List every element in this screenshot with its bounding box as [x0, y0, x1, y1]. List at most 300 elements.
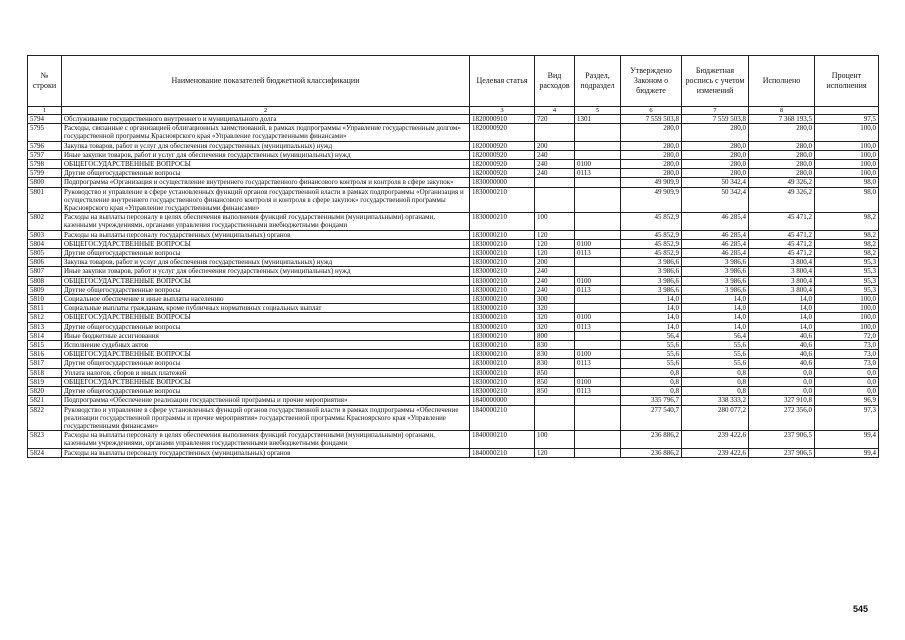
- section-cell: 0113: [575, 322, 621, 331]
- approved-amount-cell: 335 796,7: [621, 396, 682, 405]
- percent-cell: 98,2: [815, 239, 879, 248]
- indicator-name-cell: Расходы на выплаты персоналу в целях обеспечения выполнения функций государственными (муниципальными) органами, казенными учреждениями, органами управления государственными внебюджетными фондами: [62, 213, 470, 230]
- target-article-cell: 1840000000: [470, 396, 535, 405]
- target-article-cell: 1840000210: [470, 431, 535, 448]
- percent-cell: 98,0: [815, 178, 879, 187]
- indicator-name-cell: Подпрограмма «Обеспечение реализации государственной программы и прочие мероприятия»: [62, 396, 470, 405]
- table-row: [28, 350, 879, 359]
- schedule-amount-cell: 55,6: [682, 341, 749, 350]
- section-cell: [575, 150, 621, 159]
- executed-amount-cell: 0,0: [749, 387, 815, 396]
- percent-cell: 100,0: [815, 124, 879, 141]
- executed-amount-cell: 14,0: [749, 295, 815, 304]
- executed-amount-cell: 14,0: [749, 322, 815, 331]
- executed-amount-cell: 3 800,4: [749, 267, 815, 276]
- executed-amount-cell: 280,0: [749, 160, 815, 169]
- percent-cell: 100,0: [815, 150, 879, 159]
- schedule-amount-cell: 3 986,6: [682, 267, 749, 276]
- table-row: [28, 276, 879, 285]
- executed-amount-cell: 3 800,4: [749, 276, 815, 285]
- column-numbers-row: [28, 107, 879, 115]
- percent-cell: 95,3: [815, 258, 879, 267]
- column-number: 6: [621, 107, 682, 115]
- approved-amount-cell: 280,0: [621, 124, 682, 141]
- approved-amount-cell: 55,6: [621, 359, 682, 368]
- row-number-cell: 5799: [28, 169, 62, 178]
- row-number-cell: 5811: [28, 304, 62, 313]
- expense-type-cell: 850: [535, 387, 575, 396]
- section-cell: [575, 124, 621, 141]
- percent-cell: 98,2: [815, 230, 879, 239]
- section-cell: [575, 368, 621, 377]
- header-row-number: № строки: [28, 56, 62, 107]
- table-row: [28, 387, 879, 396]
- percent-cell: 100,0: [815, 160, 879, 169]
- row-number-cell: 5814: [28, 331, 62, 340]
- executed-amount-cell: 0,0: [749, 377, 815, 386]
- header-executed: Исполнено: [749, 56, 815, 107]
- expense-type-cell: 240: [535, 276, 575, 285]
- approved-amount-cell: 14,0: [621, 304, 682, 313]
- expense-type-cell: 830: [535, 350, 575, 359]
- section-cell: [575, 448, 621, 457]
- executed-amount-cell: 14,0: [749, 313, 815, 322]
- section-cell: [575, 258, 621, 267]
- executed-amount-cell: 280,0: [749, 124, 815, 141]
- header-target-article: Целевая статья: [470, 56, 535, 107]
- schedule-amount-cell: 55,6: [682, 359, 749, 368]
- table-row: [28, 377, 879, 386]
- table-row: [28, 187, 879, 213]
- table-row: [28, 150, 879, 159]
- approved-amount-cell: 45 852,9: [621, 230, 682, 239]
- expense-type-cell: 100: [535, 431, 575, 448]
- schedule-amount-cell: 0,8: [682, 387, 749, 396]
- percent-cell: 95,3: [815, 285, 879, 294]
- schedule-amount-cell: 338 333,2: [682, 396, 749, 405]
- schedule-amount-cell: 50 342,4: [682, 187, 749, 213]
- approved-amount-cell: 14,0: [621, 322, 682, 331]
- row-number-cell: 5794: [28, 115, 62, 124]
- schedule-amount-cell: 14,0: [682, 304, 749, 313]
- indicator-name-cell: ОБЩЕГОСУДАРСТВЕННЫЕ ВОПРОСЫ: [62, 313, 470, 322]
- schedule-amount-cell: 280 077,2: [682, 405, 749, 431]
- target-article-cell: 1820000910: [470, 115, 535, 124]
- approved-amount-cell: 3 986,6: [621, 276, 682, 285]
- target-article-cell: 1830000210: [470, 285, 535, 294]
- approved-amount-cell: 45 852,9: [621, 249, 682, 258]
- percent-cell: 72,0: [815, 331, 879, 340]
- approved-amount-cell: 277 540,7: [621, 405, 682, 431]
- approved-amount-cell: 49 909,9: [621, 178, 682, 187]
- section-cell: 0113: [575, 249, 621, 258]
- table-row: [28, 124, 879, 141]
- row-number-cell: 5800: [28, 178, 62, 187]
- target-article-cell: 1840000210: [470, 405, 535, 431]
- row-number-cell: 5803: [28, 230, 62, 239]
- table-row: [28, 160, 879, 169]
- executed-amount-cell: 3 800,4: [749, 285, 815, 294]
- executed-amount-cell: 14,0: [749, 304, 815, 313]
- row-number-cell: 5809: [28, 285, 62, 294]
- indicator-name-cell: Другие общегосударственные вопросы: [62, 322, 470, 331]
- column-number: 3: [470, 107, 535, 115]
- target-article-cell: 1830000210: [470, 267, 535, 276]
- schedule-amount-cell: 56,4: [682, 331, 749, 340]
- approved-amount-cell: 3 986,6: [621, 285, 682, 294]
- approved-amount-cell: 280,0: [621, 160, 682, 169]
- percent-cell: 100,0: [815, 322, 879, 331]
- target-article-cell: 1820000920: [470, 169, 535, 178]
- executed-amount-cell: 280,0: [749, 150, 815, 159]
- indicator-name-cell: Иные закупки товаров, работ и услуг для обеспечения государственных (муниципальных) нужд: [62, 150, 470, 159]
- section-cell: [575, 405, 621, 431]
- schedule-amount-cell: 280,0: [682, 141, 749, 150]
- table-row: [28, 431, 879, 448]
- expense-type-cell: 240: [535, 285, 575, 294]
- section-cell: [575, 295, 621, 304]
- approved-amount-cell: 280,0: [621, 150, 682, 159]
- indicator-name-cell: Уплата налогов, сборов и иных платежей: [62, 368, 470, 377]
- percent-cell: 99,4: [815, 448, 879, 457]
- row-number-cell: 5808: [28, 276, 62, 285]
- table-row: [28, 313, 879, 322]
- table-row: [28, 448, 879, 457]
- approved-amount-cell: 45 852,9: [621, 239, 682, 248]
- table-row: [28, 359, 879, 368]
- table-row: [28, 396, 879, 405]
- target-article-cell: 1820000920: [470, 124, 535, 141]
- target-article-cell: 1830000210: [470, 239, 535, 248]
- header-percent: Процент исполнения: [815, 56, 879, 107]
- target-article-cell: 1830000210: [470, 295, 535, 304]
- indicator-name-cell: ОБЩЕГОСУДАРСТВЕННЫЕ ВОПРОСЫ: [62, 350, 470, 359]
- row-number-cell: 5806: [28, 258, 62, 267]
- executed-amount-cell: 45 471,2: [749, 249, 815, 258]
- row-number-cell: 5818: [28, 368, 62, 377]
- row-number-cell: 5820: [28, 387, 62, 396]
- executed-amount-cell: 40,6: [749, 350, 815, 359]
- section-cell: [575, 304, 621, 313]
- expense-type-cell: 240: [535, 160, 575, 169]
- indicator-name-cell: Расходы, связанные с организацией облигационных заимствований, в рамках подпрограммы «Управление государственным долгом» государственной программы Красноярского края «Управление государственными финансами»: [62, 124, 470, 141]
- executed-amount-cell: 3 800,4: [749, 258, 815, 267]
- percent-cell: 100,0: [815, 141, 879, 150]
- table-row: [28, 331, 879, 340]
- percent-cell: 97,3: [815, 405, 879, 431]
- expense-type-cell: 850: [535, 377, 575, 386]
- table-row: [28, 304, 879, 313]
- schedule-amount-cell: 0,8: [682, 377, 749, 386]
- header-section: Раздел, подраздел: [575, 56, 621, 107]
- expense-type-cell: 300: [535, 295, 575, 304]
- expense-type-cell: [535, 187, 575, 213]
- executed-amount-cell: 45 471,2: [749, 239, 815, 248]
- table-row: [28, 230, 879, 239]
- section-cell: [575, 431, 621, 448]
- expense-type-cell: [535, 178, 575, 187]
- target-article-cell: 1830000210: [470, 276, 535, 285]
- schedule-amount-cell: 14,0: [682, 313, 749, 322]
- target-article-cell: 1830000210: [470, 249, 535, 258]
- executed-amount-cell: 7 368 193,5: [749, 115, 815, 124]
- section-cell: [575, 341, 621, 350]
- schedule-amount-cell: 14,0: [682, 295, 749, 304]
- schedule-amount-cell: 3 986,6: [682, 258, 749, 267]
- table-row: [28, 341, 879, 350]
- executed-amount-cell: 280,0: [749, 169, 815, 178]
- section-cell: [575, 178, 621, 187]
- indicator-name-cell: Другие общегосударственные вопросы: [62, 387, 470, 396]
- row-number-cell: 5797: [28, 150, 62, 159]
- schedule-amount-cell: 14,0: [682, 322, 749, 331]
- schedule-amount-cell: 239 422,6: [682, 431, 749, 448]
- expense-type-cell: 200: [535, 141, 575, 150]
- indicator-name-cell: Руководство и управление в сфере установленных функций органов государственной власти в рамках подпрограммы «Обеспечение реализации государственной программы и прочие мероприятия» государственной программы Красноярского края «Управление государственными финансами»: [62, 405, 470, 431]
- schedule-amount-cell: 3 986,6: [682, 285, 749, 294]
- indicator-name-cell: Другие общегосударственные вопросы: [62, 169, 470, 178]
- section-cell: 0100: [575, 377, 621, 386]
- target-article-cell: 1840000210: [470, 448, 535, 457]
- indicator-name-cell: Исполнение судебных актов: [62, 341, 470, 350]
- target-article-cell: 1830000210: [470, 313, 535, 322]
- approved-amount-cell: 56,4: [621, 331, 682, 340]
- executed-amount-cell: 237 906,5: [749, 431, 815, 448]
- expense-type-cell: 120: [535, 448, 575, 457]
- indicator-name-cell: ОБЩЕГОСУДАРСТВЕННЫЕ ВОПРОСЫ: [62, 239, 470, 248]
- row-number-cell: 5807: [28, 267, 62, 276]
- row-number-cell: 5815: [28, 341, 62, 350]
- percent-cell: 73,0: [815, 341, 879, 350]
- section-cell: [575, 331, 621, 340]
- table-row: [28, 169, 879, 178]
- approved-amount-cell: 49 909,9: [621, 187, 682, 213]
- schedule-amount-cell: 280,0: [682, 124, 749, 141]
- expense-type-cell: [535, 396, 575, 405]
- table-row: [28, 249, 879, 258]
- target-article-cell: 1830000210: [470, 258, 535, 267]
- indicator-name-cell: Обслуживание государственного внутреннего и муниципального долга: [62, 115, 470, 124]
- row-number-cell: 5810: [28, 295, 62, 304]
- schedule-amount-cell: 55,6: [682, 350, 749, 359]
- column-number: 7: [682, 107, 749, 115]
- approved-amount-cell: 45 852,9: [621, 213, 682, 230]
- schedule-amount-cell: 46 285,4: [682, 239, 749, 248]
- percent-cell: 73,0: [815, 350, 879, 359]
- target-article-cell: 1830000210: [470, 350, 535, 359]
- indicator-name-cell: Социальные выплаты гражданам, кроме публичных нормативных социальных выплат: [62, 304, 470, 313]
- row-number-cell: 5812: [28, 313, 62, 322]
- column-number: 2: [62, 107, 470, 115]
- percent-cell: 0,0: [815, 377, 879, 386]
- percent-cell: 98,0: [815, 187, 879, 213]
- executed-amount-cell: 40,6: [749, 331, 815, 340]
- indicator-name-cell: Другие общегосударственные вопросы: [62, 285, 470, 294]
- indicator-name-cell: Другие общегосударственные вопросы: [62, 249, 470, 258]
- approved-amount-cell: 0,8: [621, 387, 682, 396]
- target-article-cell: 1830000210: [470, 213, 535, 230]
- row-number-cell: 5813: [28, 322, 62, 331]
- schedule-amount-cell: 280,0: [682, 169, 749, 178]
- row-number-cell: 5819: [28, 377, 62, 386]
- expense-type-cell: 200: [535, 258, 575, 267]
- table-row: [28, 239, 879, 248]
- row-number-cell: 5805: [28, 249, 62, 258]
- executed-amount-cell: 280,0: [749, 141, 815, 150]
- schedule-amount-cell: 280,0: [682, 150, 749, 159]
- approved-amount-cell: 280,0: [621, 169, 682, 178]
- executed-amount-cell: 327 910,8: [749, 396, 815, 405]
- column-number: 4: [535, 107, 575, 115]
- target-article-cell: 1830000210: [470, 368, 535, 377]
- indicator-name-cell: Руководство и управление в сфере установленных функций органов государственной власти в рамках подпрограммы «Организация и осуществление внутреннего государственного финансового контроля и контроля в сфере закупок» государственной программы Красноярского края «Управление государственными финансами»: [62, 187, 470, 213]
- header-budget-schedule: Бюджетная роспись с учетом изменений: [682, 56, 749, 107]
- target-article-cell: 1830000210: [470, 322, 535, 331]
- table-row: [28, 295, 879, 304]
- target-article-cell: 1820000920: [470, 141, 535, 150]
- target-article-cell: 1830000210: [470, 387, 535, 396]
- percent-cell: 100,0: [815, 313, 879, 322]
- section-cell: 1301: [575, 115, 621, 124]
- percent-cell: 97,5: [815, 115, 879, 124]
- schedule-amount-cell: 239 422,6: [682, 448, 749, 457]
- indicator-name-cell: Иные закупки товаров, работ и услуг для обеспечения государственных (муниципальных) нужд: [62, 267, 470, 276]
- indicator-name-cell: Иные бюджетные ассигнования: [62, 331, 470, 340]
- executed-amount-cell: 45 471,2: [749, 230, 815, 239]
- expense-type-cell: 120: [535, 249, 575, 258]
- expense-type-cell: 100: [535, 213, 575, 230]
- approved-amount-cell: 3 986,6: [621, 267, 682, 276]
- approved-amount-cell: 14,0: [621, 313, 682, 322]
- indicator-name-cell: Закупка товаров, работ и услуг для обеспечения государственных (муниципальных) нужд: [62, 141, 470, 150]
- indicator-name-cell: Закупка товаров, работ и услуг для обеспечения государственных (муниципальных) нужд: [62, 258, 470, 267]
- target-article-cell: 1820000920: [470, 150, 535, 159]
- percent-cell: 0,0: [815, 368, 879, 377]
- executed-amount-cell: 237 906,5: [749, 448, 815, 457]
- table-row: [28, 267, 879, 276]
- expense-type-cell: 830: [535, 359, 575, 368]
- row-number-cell: 5796: [28, 141, 62, 150]
- target-article-cell: 1830000000: [470, 178, 535, 187]
- table-row: [28, 285, 879, 294]
- column-number: [815, 107, 879, 115]
- schedule-amount-cell: 0,8: [682, 368, 749, 377]
- row-number-cell: 5795: [28, 124, 62, 141]
- column-number: 5: [575, 107, 621, 115]
- indicator-name-cell: Социальное обеспечение и иные выплаты населению: [62, 295, 470, 304]
- percent-cell: 100,0: [815, 169, 879, 178]
- row-number-cell: 5817: [28, 359, 62, 368]
- executed-amount-cell: 40,6: [749, 341, 815, 350]
- executed-amount-cell: 45 471,2: [749, 213, 815, 230]
- indicator-name-cell: Другие общегосударственные вопросы: [62, 359, 470, 368]
- table-row: [28, 115, 879, 124]
- expense-type-cell: 240: [535, 169, 575, 178]
- section-cell: 0100: [575, 276, 621, 285]
- expense-type-cell: 320: [535, 322, 575, 331]
- section-cell: 0100: [575, 239, 621, 248]
- row-number-cell: 5798: [28, 160, 62, 169]
- executed-amount-cell: 49 326,2: [749, 187, 815, 213]
- approved-amount-cell: 55,6: [621, 350, 682, 359]
- schedule-amount-cell: 7 559 503,8: [682, 115, 749, 124]
- percent-cell: 100,0: [815, 295, 879, 304]
- expense-type-cell: 800: [535, 331, 575, 340]
- percent-cell: 100,0: [815, 304, 879, 313]
- column-number: 1: [28, 107, 62, 115]
- expense-type-cell: 240: [535, 150, 575, 159]
- target-article-cell: 1830000210: [470, 359, 535, 368]
- indicator-name-cell: Расходы на выплаты персоналу государственных (муниципальных) органов: [62, 448, 470, 457]
- section-cell: 0100: [575, 160, 621, 169]
- section-cell: 0113: [575, 169, 621, 178]
- header-expense-type: Вид расходов: [535, 56, 575, 107]
- row-number-cell: 5822: [28, 405, 62, 431]
- section-cell: [575, 396, 621, 405]
- approved-amount-cell: 3 986,6: [621, 258, 682, 267]
- section-cell: [575, 213, 621, 230]
- percent-cell: 98,2: [815, 213, 879, 230]
- target-article-cell: 1830000210: [470, 341, 535, 350]
- table-row: [28, 178, 879, 187]
- approved-amount-cell: 7 559 503,8: [621, 115, 682, 124]
- section-cell: 0113: [575, 359, 621, 368]
- table-row: [28, 322, 879, 331]
- row-number-cell: 5816: [28, 350, 62, 359]
- executed-amount-cell: 40,6: [749, 359, 815, 368]
- schedule-amount-cell: 50 342,4: [682, 178, 749, 187]
- header-indicator-name: Наименование показателей бюджетной классификации: [62, 56, 470, 107]
- section-cell: [575, 230, 621, 239]
- table-row: [28, 368, 879, 377]
- schedule-amount-cell: 3 986,6: [682, 276, 749, 285]
- row-number-cell: 5824: [28, 448, 62, 457]
- target-article-cell: 1830000210: [470, 331, 535, 340]
- section-cell: 0100: [575, 350, 621, 359]
- approved-amount-cell: 236 886,2: [621, 431, 682, 448]
- percent-cell: 95,3: [815, 267, 879, 276]
- target-article-cell: 1830000210: [470, 304, 535, 313]
- indicator-name-cell: Подпрограмма «Организация и осуществление внутреннего государственного финансового контроля и контроля в сфере закупок»: [62, 178, 470, 187]
- budget-execution-table: [27, 55, 879, 458]
- expense-type-cell: 120: [535, 239, 575, 248]
- row-number-cell: 5821: [28, 396, 62, 405]
- section-cell: 0100: [575, 313, 621, 322]
- section-cell: [575, 141, 621, 150]
- table-row: [28, 141, 879, 150]
- percent-cell: 96,9: [815, 396, 879, 405]
- row-number-cell: 5801: [28, 187, 62, 213]
- percent-cell: 98,2: [815, 249, 879, 258]
- section-cell: [575, 187, 621, 213]
- indicator-name-cell: Расходы на выплаты персоналу государственных (муниципальных) органов: [62, 230, 470, 239]
- expense-type-cell: 240: [535, 267, 575, 276]
- expense-type-cell: 320: [535, 304, 575, 313]
- page-number: 545: [853, 604, 869, 614]
- approved-amount-cell: 236 886,2: [621, 448, 682, 457]
- approved-amount-cell: 55,6: [621, 341, 682, 350]
- expense-type-cell: 720: [535, 115, 575, 124]
- expense-type-cell: 850: [535, 368, 575, 377]
- schedule-amount-cell: 46 285,4: [682, 213, 749, 230]
- header-approved: Утверждено Законом о бюджете: [621, 56, 682, 107]
- executed-amount-cell: 0,0: [749, 368, 815, 377]
- target-article-cell: 1830000210: [470, 230, 535, 239]
- percent-cell: 99,4: [815, 431, 879, 448]
- table-row: [28, 258, 879, 267]
- indicator-name-cell: ОБЩЕГОСУДАРСТВЕННЫЕ ВОПРОСЫ: [62, 377, 470, 386]
- approved-amount-cell: 14,0: [621, 295, 682, 304]
